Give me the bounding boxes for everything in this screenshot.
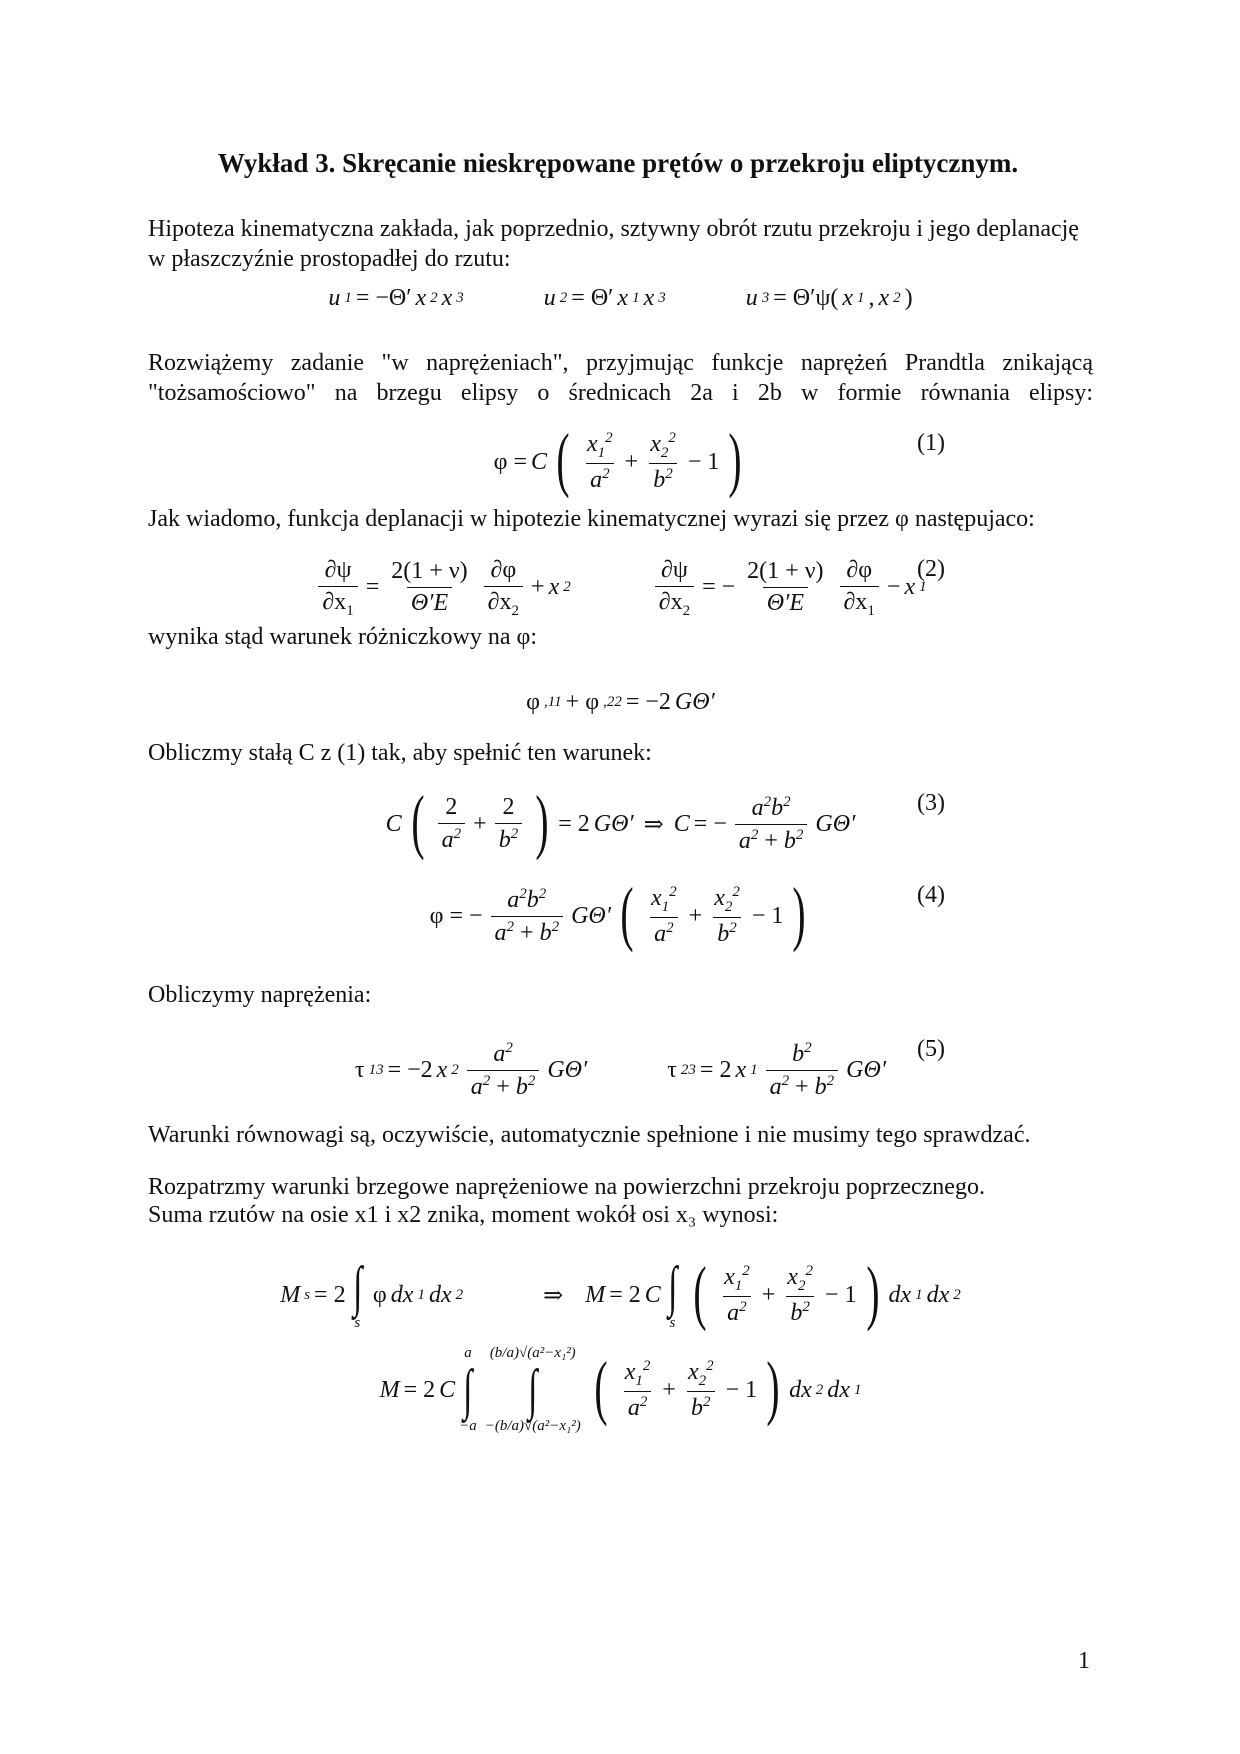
paragraph-prandtl-function: Rozwiążemy zadanie "w naprężeniach", przyjmując funkcje naprężeń Prandtla znikającą "tożsamościowo" na brzegu elipsy o średnicach 2a i 2b w formie równania elipsy: — [148, 350, 1093, 406]
equation-number-4: (4) — [917, 882, 945, 908]
equation-displacements: u 1 = −Θ′ x 2 x 3 u 2 = Θ′ x 1 x 3 u 3 = Θ′ψ( x 1 , x 2 ) — [328, 284, 913, 311]
equation-poisson: φ ,11 + φ ,22 = −2 GΘ′ — [526, 688, 715, 715]
equation-3: C ( $\frac{2}{a^2}$ + $\frac{2}{b^2}$ ) = 2 GΘ′ ⇒ C = − $\frac{a^2b^2}{a^2 + b^2}$ GΘ′ (3) — [385, 781, 945, 861]
equation-moment-double-integral: M = 2 C a ∫ −a (b/a)√(a²−x₁²) ∫ −(b/a)√(a²−x₁²) ( $\frac{x_1^2}{a^2}$ + $\frac{x_2^2}{b^2}$ − 1 ) dx 2 dx 1 — [379, 1345, 862, 1434]
equation-4: φ = − $\frac{a^2b^2}{a^2 + b^2}$ GΘ′ ( $\frac{x_1^2}{a^2}$ + $\frac{x_2^2}{b^2}$ − 1 ) (4) — [429, 873, 945, 953]
equation-5: τ 13 = −2 x 2 $\frac{a^2}{a^2 + b^2}$ GΘ′ τ 23 = 2 x 1 $\frac{b^2}{a^2 + b^2}$ GΘ′ (5) — [354, 1036, 945, 1100]
equation-number-5: (5) — [917, 1036, 945, 1062]
equation-moment-area: M s = 2 ∫ s φ dx 1 dx 2 ⇒ M = 2 C ∫ s ( $\frac{x_1^2}{a^2}$ + $\frac{x_2^2}{b^2}$ − 1 ) dx 1 dx 2 — [280, 1252, 961, 1332]
equation-number-2: (2) — [917, 556, 945, 582]
equation-2: $\frac{\partial\psi}{\partial x_1}$ = $\frac{2(1 + \nu)}{\Theta'E}$ $\frac{\partial\varphi}{\partial x_2}$ + x 2 $\frac{\partial\psi}{\partial x_2}$ = − $\frac{2(1 + \nu)}{\Theta'E}$ $\frac{\partial\varphi}{\partial x_1}$ − x 1 (2) — [148, 548, 1093, 628]
equation-1: φ = C ( $\frac{x_1^2}{a^2}$ + $\frac{x_2^2}{b^2}$ − 1 ) (1) — [493, 419, 945, 499]
paragraph-boundary-conditions: Rozpatrzmy warunki brzegowe naprężeniowe na powierzchni przekroju poprzecznego. — [148, 1174, 985, 1200]
paragraph-kinematic-hypothesis: Hipoteza kinematyczna zakłada, jak poprzednio, sztywny obrót rzutu przekroju i jego deplanację w płaszczyźnie prostopadłej do rzutu: — [148, 216, 1079, 272]
paragraph-equilibrium: Warunki równowagi są, oczywiście, automatycznie spełnione i nie musimy tego sprawdzać. — [148, 1122, 1031, 1148]
paragraph-constant-c: Obliczmy stałą C z (1) tak, aby spełnić ten warunek: — [148, 740, 652, 766]
paragraph-warping-function: Jak wiadomo, funkcja deplanacji w hipotezie kinematycznej wyrazi się przez φ następujaco: — [148, 506, 1035, 532]
equation-number-1: (1) — [917, 430, 945, 456]
equation-number-3: (3) — [917, 790, 945, 816]
lecture-title: Wykład 3. Skręcanie nieskrępowane prętów o przekroju eliptycznym. — [217, 148, 1019, 178]
paragraph-moment: Suma rzutów na osie x1 i x2 znika, moment wokół osi x₃ wynosi: — [148, 1202, 779, 1228]
page-number: 1 — [1078, 1648, 1090, 1674]
paragraph-stresses: Obliczymy naprężenia: — [148, 982, 372, 1008]
paragraph-differential-condition: wynika stąd warunek różniczkowy na φ: — [148, 624, 538, 650]
